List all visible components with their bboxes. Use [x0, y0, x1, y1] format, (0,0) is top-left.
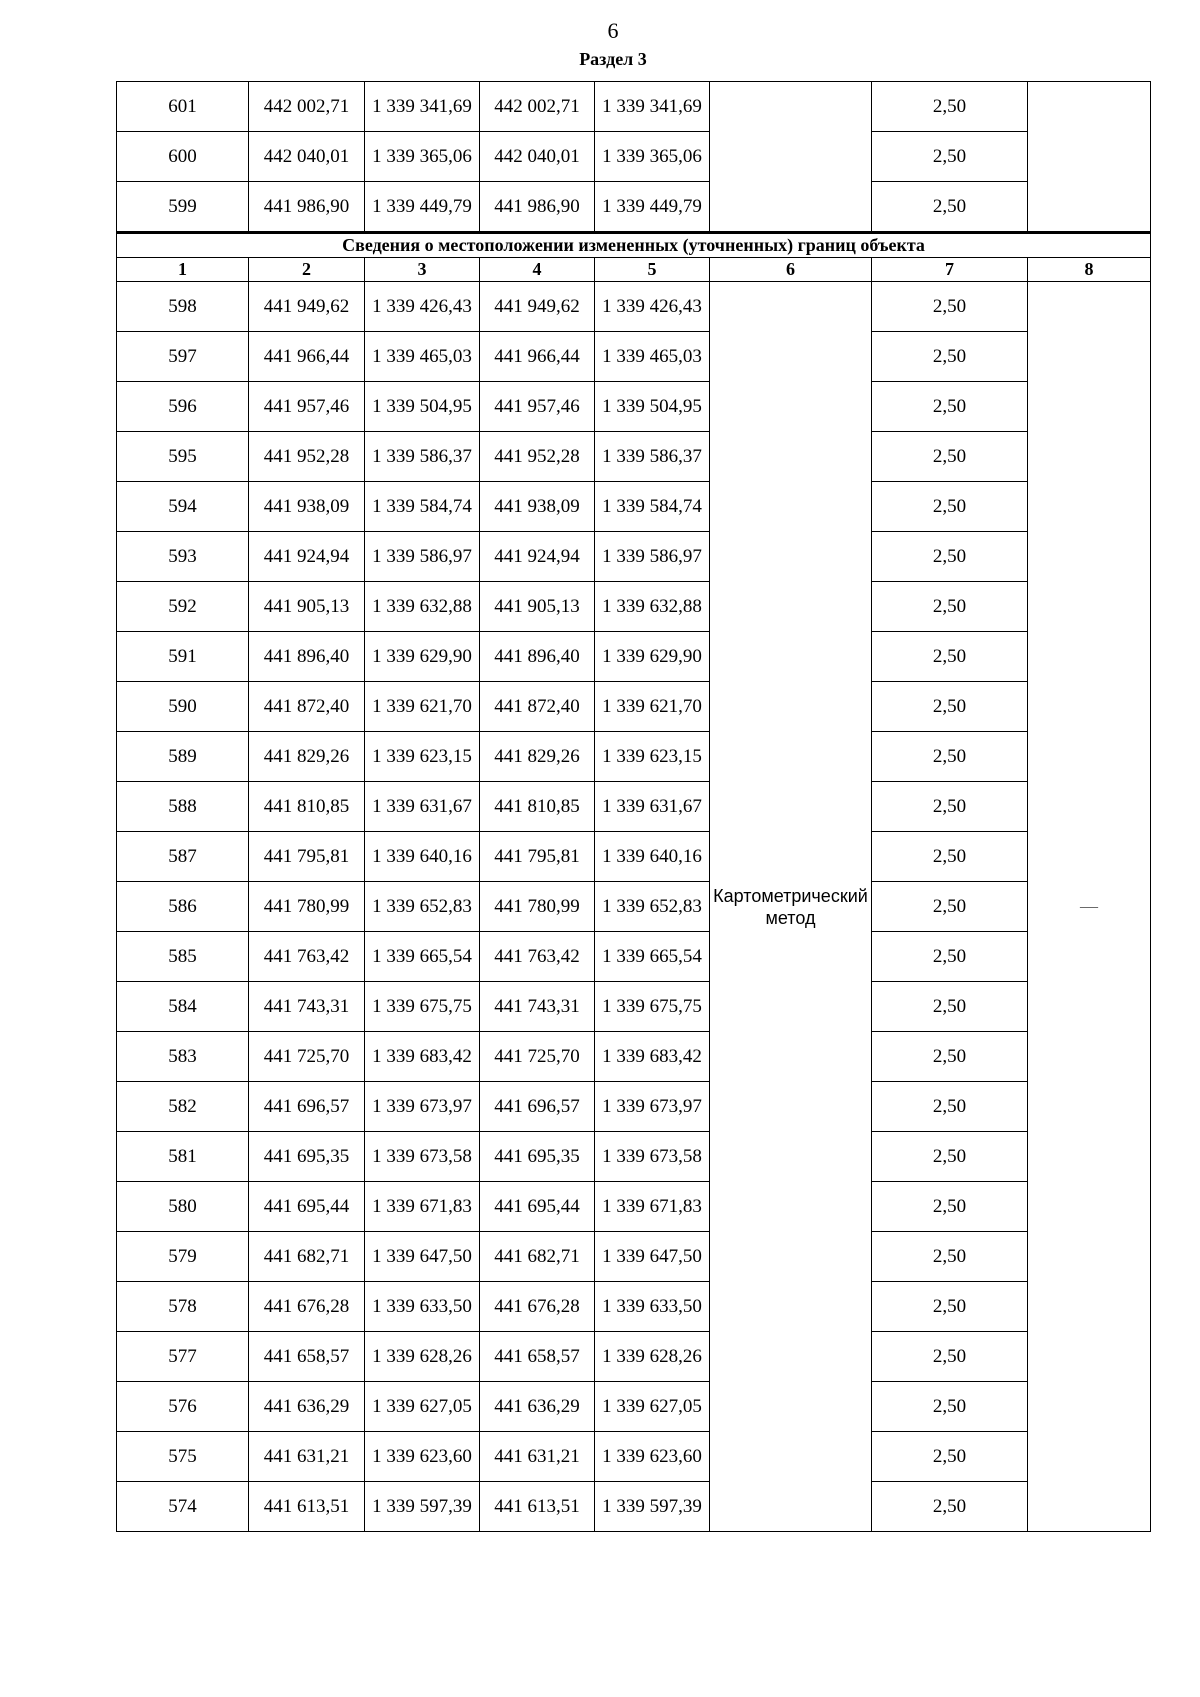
section-title: Раздел 3 — [579, 49, 647, 69]
x-coordinate-old-cell: 441 810,85 — [249, 782, 365, 832]
table-row — [117, 182, 1151, 233]
table-row — [117, 1482, 1151, 1532]
point-number-cell: 588 — [117, 782, 249, 832]
table-row — [117, 1332, 1151, 1382]
x-coordinate-new-cell: 441 676,28 — [480, 1282, 595, 1332]
x-coordinate-old-cell: 441 631,21 — [249, 1432, 365, 1482]
point-number-cell: 584 — [117, 982, 249, 1032]
note-cell: — — [1028, 282, 1151, 1532]
point-number-cell: 597 — [117, 332, 249, 382]
table-row — [117, 282, 1151, 332]
x-coordinate-old-cell: 441 696,57 — [249, 1082, 365, 1132]
y-coordinate-old-cell: 1 339 621,70 — [365, 682, 480, 732]
point-number-cell: 581 — [117, 1132, 249, 1182]
x-coordinate-new-cell: 441 810,85 — [480, 782, 595, 832]
y-coordinate-new-cell: 1 339 597,39 — [595, 1482, 710, 1532]
y-coordinate-old-cell: 1 339 465,03 — [365, 332, 480, 382]
x-coordinate-new-cell: 441 696,57 — [480, 1082, 595, 1132]
accuracy-cell: 2,50 — [872, 332, 1028, 382]
accuracy-cell: 2,50 — [872, 882, 1028, 932]
table-row — [117, 1082, 1151, 1132]
accuracy-cell: 2,50 — [872, 982, 1028, 1032]
caption-section — [117, 233, 1151, 282]
accuracy-cell: 2,50 — [872, 1282, 1028, 1332]
y-coordinate-old-cell: 1 339 586,37 — [365, 432, 480, 482]
x-coordinate-new-cell: 441 658,57 — [480, 1332, 595, 1382]
y-coordinate-new-cell: 1 339 673,58 — [595, 1132, 710, 1182]
point-number-cell: 574 — [117, 1482, 249, 1532]
y-coordinate-new-cell: 1 339 341,69 — [595, 82, 710, 132]
table-row — [117, 832, 1151, 882]
x-coordinate-new-cell: 441 949,62 — [480, 282, 595, 332]
accuracy-cell: 2,50 — [872, 1132, 1028, 1182]
x-coordinate-old-cell: 442 040,01 — [249, 132, 365, 182]
table-row — [117, 582, 1151, 632]
table-row — [117, 732, 1151, 782]
x-coordinate-new-cell: 441 957,46 — [480, 382, 595, 432]
point-number-cell: 600 — [117, 132, 249, 182]
y-coordinate-old-cell: 1 339 623,15 — [365, 732, 480, 782]
y-coordinate-old-cell: 1 339 633,50 — [365, 1282, 480, 1332]
x-coordinate-old-cell: 441 957,46 — [249, 382, 365, 432]
point-number-cell: 583 — [117, 1032, 249, 1082]
x-coordinate-old-cell: 441 676,28 — [249, 1282, 365, 1332]
x-coordinate-new-cell: 441 938,09 — [480, 482, 595, 532]
table-caption-row — [117, 233, 1151, 258]
table-row — [117, 782, 1151, 832]
accuracy-cell: 2,50 — [872, 932, 1028, 982]
accuracy-cell: 2,50 — [872, 682, 1028, 732]
x-coordinate-old-cell: 441 896,40 — [249, 632, 365, 682]
table-row — [117, 1182, 1151, 1232]
point-number-cell: 577 — [117, 1332, 249, 1382]
point-number-cell: 587 — [117, 832, 249, 882]
accuracy-cell: 2,50 — [872, 132, 1028, 182]
x-coordinate-old-cell: 441 829,26 — [249, 732, 365, 782]
y-coordinate-new-cell: 1 339 449,79 — [595, 182, 710, 233]
y-coordinate-new-cell: 1 339 665,54 — [595, 932, 710, 982]
table-row — [117, 1032, 1151, 1082]
x-coordinate-old-cell: 441 986,90 — [249, 182, 365, 233]
y-coordinate-new-cell: 1 339 675,75 — [595, 982, 710, 1032]
x-coordinate-new-cell: 441 795,81 — [480, 832, 595, 882]
y-coordinate-old-cell: 1 339 597,39 — [365, 1482, 480, 1532]
y-coordinate-old-cell: 1 339 341,69 — [365, 82, 480, 132]
y-coordinate-old-cell: 1 339 504,95 — [365, 382, 480, 432]
table-row — [117, 982, 1151, 1032]
y-coordinate-old-cell: 1 339 647,50 — [365, 1232, 480, 1282]
accuracy-cell: 2,50 — [872, 832, 1028, 882]
boundary-points-section — [117, 282, 1151, 1532]
y-coordinate-old-cell: 1 339 629,90 — [365, 632, 480, 682]
x-coordinate-old-cell: 441 966,44 — [249, 332, 365, 382]
accuracy-cell: 2,50 — [872, 282, 1028, 332]
y-coordinate-old-cell: 1 339 586,97 — [365, 532, 480, 582]
y-coordinate-new-cell: 1 339 629,90 — [595, 632, 710, 682]
column-number-cell: 6 — [710, 258, 872, 282]
x-coordinate-old-cell: 441 682,71 — [249, 1232, 365, 1282]
y-coordinate-new-cell: 1 339 628,26 — [595, 1332, 710, 1382]
accuracy-cell: 2,50 — [872, 182, 1028, 233]
accuracy-cell: 2,50 — [872, 582, 1028, 632]
x-coordinate-new-cell: 441 952,28 — [480, 432, 595, 482]
y-coordinate-new-cell: 1 339 631,67 — [595, 782, 710, 832]
y-coordinate-new-cell: 1 339 627,05 — [595, 1382, 710, 1432]
table-row — [117, 332, 1151, 382]
y-coordinate-new-cell: 1 339 426,43 — [595, 282, 710, 332]
method-cell — [710, 82, 872, 233]
x-coordinate-old-cell: 441 636,29 — [249, 1382, 365, 1432]
x-coordinate-old-cell: 441 613,51 — [249, 1482, 365, 1532]
point-number-cell: 593 — [117, 532, 249, 582]
point-number-cell: 589 — [117, 732, 249, 782]
x-coordinate-old-cell: 441 780,99 — [249, 882, 365, 932]
x-coordinate-old-cell: 441 938,09 — [249, 482, 365, 532]
accuracy-cell: 2,50 — [872, 1082, 1028, 1132]
x-coordinate-new-cell: 441 966,44 — [480, 332, 595, 382]
point-number-cell: 592 — [117, 582, 249, 632]
table-row — [117, 1432, 1151, 1482]
y-coordinate-old-cell: 1 339 665,54 — [365, 932, 480, 982]
point-number-cell: 596 — [117, 382, 249, 432]
y-coordinate-old-cell: 1 339 449,79 — [365, 182, 480, 233]
x-coordinate-new-cell: 442 002,71 — [480, 82, 595, 132]
y-coordinate-old-cell: 1 339 628,26 — [365, 1332, 480, 1382]
y-coordinate-old-cell: 1 339 671,83 — [365, 1182, 480, 1232]
y-coordinate-old-cell: 1 339 631,67 — [365, 782, 480, 832]
accuracy-cell: 2,50 — [872, 1332, 1028, 1382]
method-cell: Картометрический метод — [710, 282, 872, 1532]
y-coordinate-new-cell: 1 339 633,50 — [595, 1282, 710, 1332]
point-number-cell: 590 — [117, 682, 249, 732]
accuracy-cell: 2,50 — [872, 82, 1028, 132]
y-coordinate-old-cell: 1 339 365,06 — [365, 132, 480, 182]
column-number-cell: 3 — [365, 258, 480, 282]
x-coordinate-new-cell: 441 986,90 — [480, 182, 595, 233]
y-coordinate-old-cell: 1 339 627,05 — [365, 1382, 480, 1432]
x-coordinate-new-cell: 441 613,51 — [480, 1482, 595, 1532]
x-coordinate-old-cell: 441 905,13 — [249, 582, 365, 632]
y-coordinate-new-cell: 1 339 621,70 — [595, 682, 710, 732]
x-coordinate-new-cell: 441 743,31 — [480, 982, 595, 1032]
x-coordinate-old-cell: 441 725,70 — [249, 1032, 365, 1082]
x-coordinate-new-cell: 441 763,42 — [480, 932, 595, 982]
accuracy-cell: 2,50 — [872, 1182, 1028, 1232]
y-coordinate-new-cell: 1 339 671,83 — [595, 1182, 710, 1232]
x-coordinate-old-cell: 441 795,81 — [249, 832, 365, 882]
column-number-cell: 1 — [117, 258, 249, 282]
x-coordinate-new-cell: 441 682,71 — [480, 1232, 595, 1282]
accuracy-cell: 2,50 — [872, 382, 1028, 432]
point-number-cell: 578 — [117, 1282, 249, 1332]
x-coordinate-old-cell: 442 002,71 — [249, 82, 365, 132]
y-coordinate-old-cell: 1 339 623,60 — [365, 1432, 480, 1482]
y-coordinate-old-cell: 1 339 673,97 — [365, 1082, 480, 1132]
point-number-cell: 594 — [117, 482, 249, 532]
y-coordinate-new-cell: 1 339 623,15 — [595, 732, 710, 782]
y-coordinate-new-cell: 1 339 586,37 — [595, 432, 710, 482]
column-number-cell: 8 — [1028, 258, 1151, 282]
y-coordinate-new-cell: 1 339 673,97 — [595, 1082, 710, 1132]
x-coordinate-new-cell: 441 695,44 — [480, 1182, 595, 1232]
x-coordinate-old-cell: 441 658,57 — [249, 1332, 365, 1382]
y-coordinate-old-cell: 1 339 584,74 — [365, 482, 480, 532]
accuracy-cell: 2,50 — [872, 732, 1028, 782]
x-coordinate-new-cell: 441 924,94 — [480, 532, 595, 582]
accuracy-cell: 2,50 — [872, 1382, 1028, 1432]
y-coordinate-new-cell: 1 339 586,97 — [595, 532, 710, 582]
x-coordinate-new-cell: 441 725,70 — [480, 1032, 595, 1082]
table-row — [117, 1382, 1151, 1432]
y-coordinate-new-cell: 1 339 652,83 — [595, 882, 710, 932]
accuracy-cell: 2,50 — [872, 432, 1028, 482]
column-number-cell: 5 — [595, 258, 710, 282]
y-coordinate-new-cell: 1 339 365,06 — [595, 132, 710, 182]
x-coordinate-old-cell: 441 872,40 — [249, 682, 365, 732]
table-row — [117, 82, 1151, 132]
y-coordinate-new-cell: 1 339 640,16 — [595, 832, 710, 882]
point-number-cell: 586 — [117, 882, 249, 932]
point-number-cell: 576 — [117, 1382, 249, 1432]
accuracy-cell: 2,50 — [872, 1482, 1028, 1532]
y-coordinate-old-cell: 1 339 640,16 — [365, 832, 480, 882]
table-row — [117, 132, 1151, 182]
note-cell — [1028, 82, 1151, 233]
x-coordinate-old-cell: 441 695,35 — [249, 1132, 365, 1182]
table-caption: Сведения о местоположении измененных (уточненных) границ объекта — [117, 233, 1151, 258]
y-coordinate-old-cell: 1 339 673,58 — [365, 1132, 480, 1182]
y-coordinate-old-cell: 1 339 632,88 — [365, 582, 480, 632]
y-coordinate-old-cell: 1 339 652,83 — [365, 882, 480, 932]
table-row — [117, 682, 1151, 732]
table-row — [117, 482, 1151, 532]
y-coordinate-old-cell: 1 339 426,43 — [365, 282, 480, 332]
x-coordinate-old-cell: 441 763,42 — [249, 932, 365, 982]
accuracy-cell: 2,50 — [872, 632, 1028, 682]
x-coordinate-old-cell: 441 695,44 — [249, 1182, 365, 1232]
point-number-cell: 601 — [117, 82, 249, 132]
x-coordinate-new-cell: 441 829,26 — [480, 732, 595, 782]
y-coordinate-new-cell: 1 339 584,74 — [595, 482, 710, 532]
table-row — [117, 1282, 1151, 1332]
y-coordinate-new-cell: 1 339 504,95 — [595, 382, 710, 432]
page-number: 6 — [607, 18, 619, 43]
accuracy-cell: 2,50 — [872, 1232, 1028, 1282]
x-coordinate-new-cell: 441 636,29 — [480, 1382, 595, 1432]
accuracy-cell: 2,50 — [872, 482, 1028, 532]
x-coordinate-new-cell: 441 905,13 — [480, 582, 595, 632]
x-coordinate-new-cell: 441 780,99 — [480, 882, 595, 932]
column-number-cell: 7 — [872, 258, 1028, 282]
y-coordinate-new-cell: 1 339 683,42 — [595, 1032, 710, 1082]
y-coordinate-old-cell: 1 339 675,75 — [365, 982, 480, 1032]
x-coordinate-old-cell: 441 924,94 — [249, 532, 365, 582]
x-coordinate-new-cell: 441 872,40 — [480, 682, 595, 732]
accuracy-cell: 2,50 — [872, 1432, 1028, 1482]
y-coordinate-old-cell: 1 339 683,42 — [365, 1032, 480, 1082]
table-row — [117, 932, 1151, 982]
table-row — [117, 1232, 1151, 1282]
y-coordinate-new-cell: 1 339 465,03 — [595, 332, 710, 382]
y-coordinate-new-cell: 1 339 623,60 — [595, 1432, 710, 1482]
previous-rows-section — [117, 82, 1151, 233]
y-coordinate-new-cell: 1 339 647,50 — [595, 1232, 710, 1282]
table-row — [117, 632, 1151, 682]
point-number-cell: 595 — [117, 432, 249, 482]
column-number-cell: 4 — [480, 258, 595, 282]
x-coordinate-new-cell: 442 040,01 — [480, 132, 595, 182]
x-coordinate-new-cell: 441 695,35 — [480, 1132, 595, 1182]
y-coordinate-new-cell: 1 339 632,88 — [595, 582, 710, 632]
table-row — [117, 882, 1151, 932]
point-number-cell: 580 — [117, 1182, 249, 1232]
x-coordinate-new-cell: 441 631,21 — [480, 1432, 595, 1482]
point-number-cell: 585 — [117, 932, 249, 982]
accuracy-cell: 2,50 — [872, 782, 1028, 832]
point-number-cell: 598 — [117, 282, 249, 332]
point-number-cell: 579 — [117, 1232, 249, 1282]
table-row — [117, 532, 1151, 582]
x-coordinate-old-cell: 441 952,28 — [249, 432, 365, 482]
x-coordinate-old-cell: 441 743,31 — [249, 982, 365, 1032]
x-coordinate-old-cell: 441 949,62 — [249, 282, 365, 332]
table-row — [117, 382, 1151, 432]
table-row — [117, 1132, 1151, 1182]
x-coordinate-new-cell: 441 896,40 — [480, 632, 595, 682]
accuracy-cell: 2,50 — [872, 1032, 1028, 1082]
column-number-row — [117, 258, 1151, 282]
point-number-cell: 591 — [117, 632, 249, 682]
point-number-cell: 599 — [117, 182, 249, 233]
point-number-cell: 582 — [117, 1082, 249, 1132]
point-number-cell: 575 — [117, 1432, 249, 1482]
column-number-cell: 2 — [249, 258, 365, 282]
table-row — [117, 432, 1151, 482]
coordinates-table — [116, 81, 1151, 1532]
accuracy-cell: 2,50 — [872, 532, 1028, 582]
